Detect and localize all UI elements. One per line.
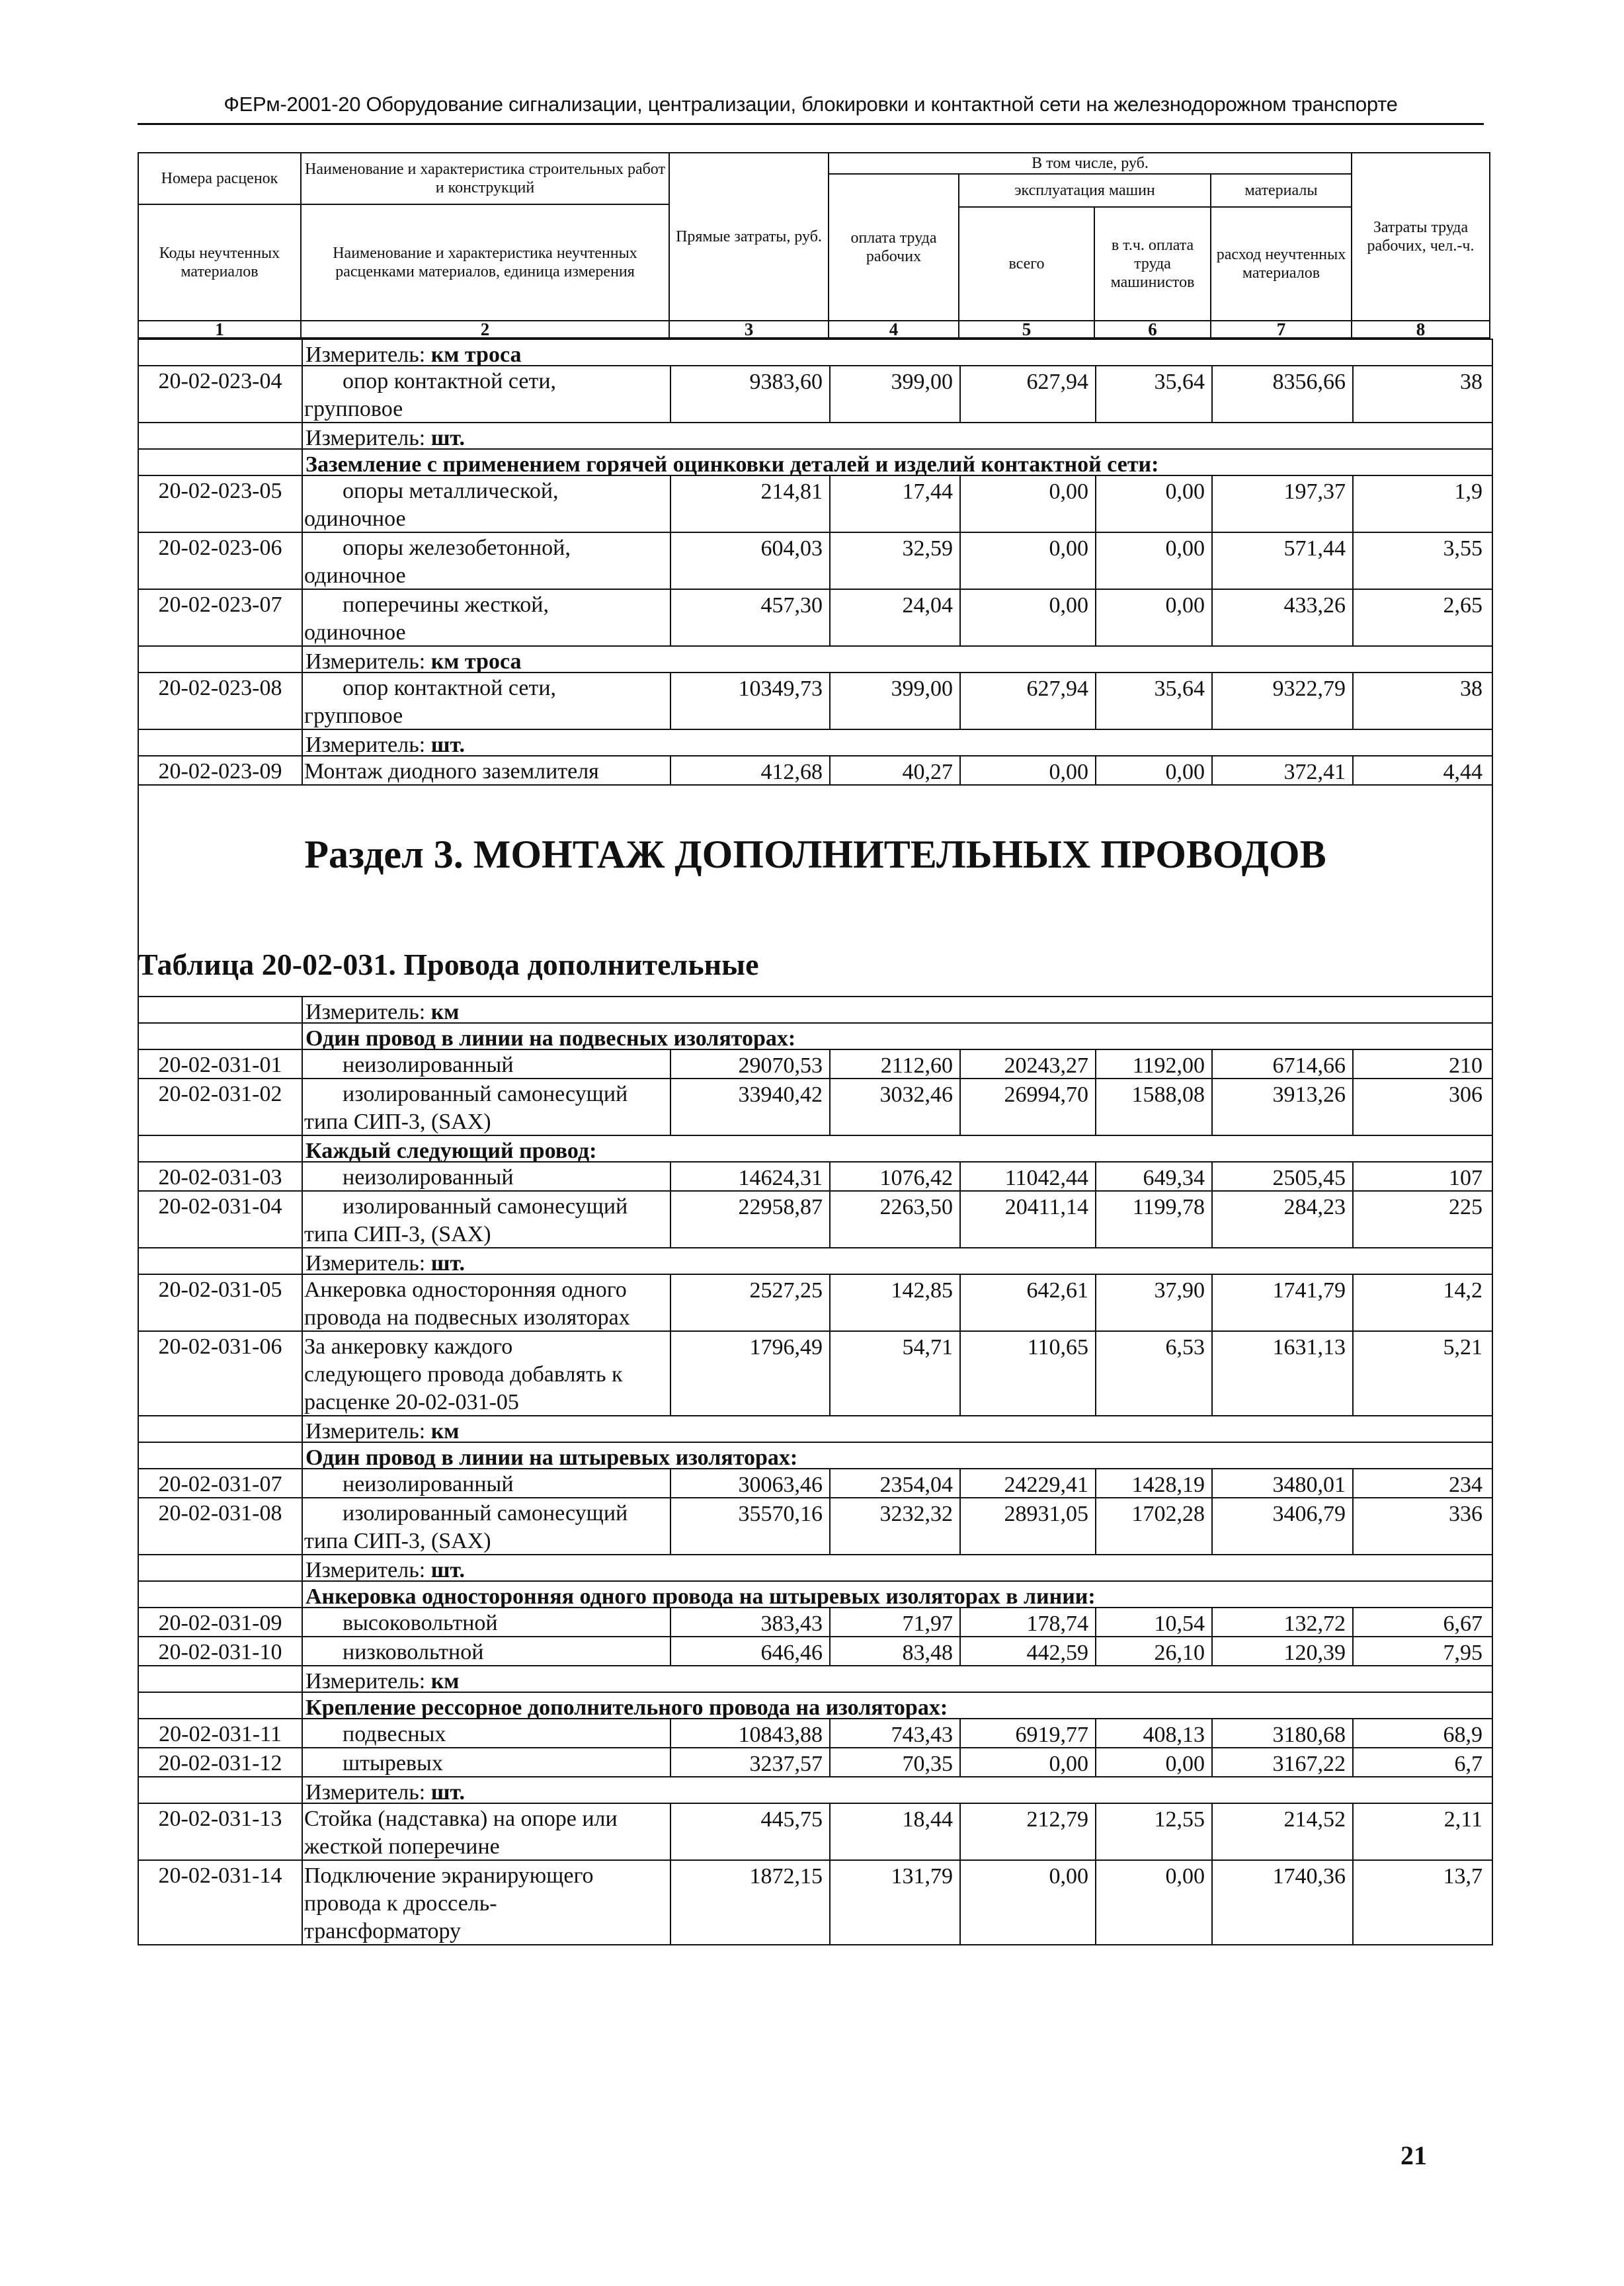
machine-total: 20411,14 [1004, 1195, 1088, 1219]
materials-cost: 1741,79 [1272, 1278, 1346, 1303]
table-row [139, 1607, 1492, 1636]
materials-cost: 372,41 [1283, 760, 1346, 784]
work-name: низковольтной [343, 1640, 484, 1664]
direct-cost: 2527,25 [749, 1278, 823, 1303]
machine-total: 20243,27 [1004, 1053, 1088, 1078]
worker-pay: 3232,32 [879, 1502, 953, 1526]
worker-pay: 131,79 [891, 1864, 953, 1889]
header-group: В том числе, руб. [828, 152, 1352, 175]
table-row [139, 532, 1492, 589]
rate-code: 20-02-023-09 [158, 759, 282, 784]
table-row [139, 1497, 1492, 1554]
rate-code: 20-02-023-06 [158, 536, 282, 560]
header-col1-top: Номера расценок [138, 152, 302, 205]
table-row [139, 1468, 1492, 1497]
materials-cost: 2505,45 [1272, 1166, 1346, 1190]
machine-total: 24229,41 [1004, 1473, 1088, 1497]
direct-cost: 3237,57 [749, 1752, 823, 1776]
measure-row [139, 645, 1492, 672]
machine-total: 642,61 [1026, 1278, 1088, 1303]
section-title: Раздел 3. МОНТАЖ ДОПОЛНИТЕЛЬНЫХ ПРОВОДОВ [304, 833, 1326, 876]
machine-total: 26994,70 [1004, 1082, 1088, 1107]
work-name: изолированный самонесущий типа СИП-3, (SAX) [304, 1082, 628, 1134]
page-number: 21 [1401, 2141, 1427, 2170]
header-col8: Затраты труда рабочих, чел.-ч. [1351, 152, 1490, 321]
table-title-block [138, 938, 1492, 996]
machine-total: 627,94 [1026, 370, 1088, 394]
header-number-8: 8 [1351, 320, 1490, 339]
machinist-pay: 35,64 [1154, 370, 1205, 394]
labor-hours: 1,9 [1454, 479, 1482, 504]
table-row [139, 1636, 1492, 1665]
work-name: Подключение экранирующего провода к дроссель- трансформатору [304, 1863, 594, 1943]
machine-total: 6919,77 [1015, 1723, 1088, 1747]
work-name: опоры железобетонной, одиночное [304, 536, 571, 588]
direct-cost: 214,81 [760, 479, 823, 504]
worker-pay: 71,97 [902, 1612, 953, 1636]
direct-cost: 646,46 [760, 1641, 823, 1665]
header-col3: Прямые затраты, руб. [669, 152, 829, 321]
measure-row [139, 1247, 1492, 1274]
machinist-pay: 1428,19 [1131, 1473, 1205, 1497]
measure-row [139, 1554, 1492, 1580]
header-col1-bottom: Коды неучтенных материалов [138, 204, 302, 321]
work-name: За анкеровку каждого следующего провода добавлять к расценке 20-02-031-05 [304, 1334, 623, 1414]
table-row [139, 1190, 1492, 1247]
measure-label: Измеритель: км [305, 1000, 460, 1024]
header-number-5: 5 [958, 320, 1095, 339]
machinist-pay: 0,00 [1165, 536, 1205, 561]
worker-pay: 18,44 [902, 1807, 953, 1832]
work-name: Стойка (надставка) на опоре или жесткой поперечине [304, 1807, 618, 1859]
worker-pay: 3032,46 [879, 1082, 953, 1107]
machine-total: 0,00 [1049, 1864, 1088, 1889]
measure-label: Измеритель: км троса [305, 343, 522, 367]
group-heading: Один провод в линии на штыревых изоляторах: [305, 1446, 798, 1470]
work-name: Монтаж диодного заземлителя [304, 759, 599, 784]
direct-cost: 29070,53 [738, 1053, 823, 1078]
rate-code: 20-02-031-12 [158, 1751, 282, 1776]
measure-row [139, 339, 1492, 365]
labor-hours: 38 [1460, 370, 1482, 394]
worker-pay: 1076,42 [879, 1166, 953, 1190]
direct-cost: 22958,87 [738, 1195, 823, 1219]
table-row [139, 672, 1492, 729]
machine-total: 627,94 [1026, 676, 1088, 701]
worker-pay: 83,48 [902, 1641, 953, 1665]
machine-total: 0,00 [1049, 593, 1088, 618]
header-col4: оплата труда рабочих [828, 173, 959, 321]
work-name: подвесных [343, 1722, 446, 1746]
group-heading: Один провод в линии на подвесных изоляторах: [305, 1026, 796, 1051]
table-row [139, 1274, 1492, 1330]
header-number-1: 1 [138, 320, 302, 339]
header-number-6: 6 [1094, 320, 1211, 339]
materials-cost: 3180,68 [1272, 1723, 1346, 1747]
work-name: изолированный самонесущий типа СИП-3, (SAX) [304, 1501, 628, 1553]
table-row [139, 589, 1492, 645]
work-name: высоковольтной [343, 1611, 498, 1635]
materials-cost: 132,72 [1283, 1612, 1346, 1636]
measure-row [139, 1665, 1492, 1692]
work-name: неизолированный [343, 1472, 514, 1496]
table-row [139, 1049, 1492, 1078]
machine-total: 28931,05 [1004, 1502, 1088, 1526]
labor-hours: 306 [1449, 1082, 1482, 1107]
table-row [139, 1803, 1492, 1859]
direct-cost: 10349,73 [738, 676, 823, 701]
materials-cost: 3167,22 [1272, 1752, 1346, 1776]
worker-pay: 40,27 [902, 760, 953, 784]
materials-cost: 433,26 [1283, 593, 1346, 618]
rate-code: 20-02-031-10 [158, 1640, 282, 1664]
machine-total: 110,65 [1027, 1335, 1088, 1360]
materials-cost: 120,39 [1283, 1641, 1346, 1665]
header-machines: эксплуатация машин [958, 173, 1211, 208]
header-number-2: 2 [300, 320, 670, 339]
measure-label: Измеритель: км [305, 1419, 460, 1444]
worker-pay: 54,71 [902, 1335, 953, 1360]
worker-pay: 399,00 [891, 370, 953, 394]
labor-hours: 4,44 [1443, 760, 1482, 784]
work-name: опор контактной сети, групповое [304, 676, 557, 728]
rate-code: 20-02-031-02 [158, 1082, 282, 1106]
header-number-7: 7 [1210, 320, 1352, 339]
measure-row [139, 1580, 1492, 1607]
machinist-pay: 0,00 [1165, 1752, 1205, 1776]
labor-hours: 107 [1449, 1166, 1482, 1190]
header-col2-top: Наименование и характеристика строительных работ и конструкций [300, 152, 670, 205]
worker-pay: 399,00 [891, 676, 953, 701]
machinist-pay: 1588,08 [1131, 1082, 1205, 1107]
machinist-pay: 0,00 [1165, 479, 1205, 504]
direct-cost: 445,75 [760, 1807, 823, 1832]
machine-total: 0,00 [1049, 1752, 1088, 1776]
measure-row [139, 1135, 1492, 1161]
measure-row [139, 1415, 1492, 1442]
materials-cost: 9322,79 [1272, 676, 1346, 701]
rate-code: 20-02-023-07 [158, 592, 282, 617]
rate-code: 20-02-031-13 [158, 1807, 282, 1831]
materials-cost: 8356,66 [1272, 370, 1346, 394]
header-col7: расход неучтенных материалов [1210, 206, 1352, 321]
group-heading: Каждый следующий провод: [305, 1139, 597, 1163]
direct-cost: 1872,15 [749, 1864, 823, 1889]
direct-cost: 30063,46 [738, 1473, 823, 1497]
work-name: неизолированный [343, 1053, 514, 1077]
labor-hours: 336 [1449, 1502, 1482, 1526]
rate-code: 20-02-031-14 [158, 1863, 282, 1888]
machinist-pay: 408,13 [1143, 1723, 1205, 1747]
work-name: изолированный самонесущий типа СИП-3, (SAX) [304, 1194, 628, 1246]
measure-label: Измеритель: шт. [305, 733, 466, 757]
header-number-4: 4 [828, 320, 959, 339]
rate-code: 20-02-031-06 [158, 1334, 282, 1359]
direct-cost: 33940,42 [738, 1082, 823, 1107]
rate-code: 20-02-031-03 [158, 1165, 282, 1190]
table-title: Таблица 20-02-031. Провода дополнительные [138, 948, 759, 981]
rate-code: 20-02-023-05 [158, 479, 282, 503]
direct-cost: 457,30 [760, 593, 823, 618]
measure-row [139, 1776, 1492, 1803]
rate-code: 20-02-031-11 [159, 1722, 282, 1746]
materials-cost: 6714,66 [1272, 1053, 1346, 1078]
measure-row [139, 1022, 1492, 1049]
materials-cost: 197,37 [1283, 479, 1346, 504]
machinist-pay: 1192,00 [1132, 1053, 1205, 1078]
header-rule [138, 123, 1484, 125]
materials-cost: 1631,13 [1272, 1335, 1346, 1360]
machinist-pay: 0,00 [1165, 760, 1205, 784]
worker-pay: 17,44 [902, 479, 953, 504]
rate-code: 20-02-031-09 [158, 1611, 282, 1635]
table-row [139, 475, 1492, 532]
materials-cost: 3480,01 [1272, 1473, 1346, 1497]
materials-cost: 3913,26 [1272, 1082, 1346, 1107]
header-col5: всего [958, 206, 1095, 321]
labor-hours: 210 [1449, 1053, 1482, 1078]
machinist-pay: 1702,28 [1131, 1502, 1205, 1526]
table-row [139, 1078, 1492, 1135]
machinist-pay: 0,00 [1165, 1864, 1205, 1889]
table-header [138, 152, 1490, 339]
labor-hours: 7,95 [1443, 1641, 1482, 1665]
header-col6: в т.ч. оплата труда машинистов [1094, 206, 1211, 321]
direct-cost: 412,68 [760, 760, 823, 784]
rate-code: 20-02-023-04 [158, 369, 282, 393]
measure-label: Измеритель: шт. [305, 1558, 466, 1582]
worker-pay: 2263,50 [879, 1195, 953, 1219]
work-name: поперечины жесткой, одиночное [304, 592, 549, 645]
header-number-3: 3 [669, 320, 829, 339]
labor-hours: 13,7 [1443, 1864, 1482, 1889]
machine-total: 178,74 [1026, 1612, 1088, 1636]
direct-cost: 604,03 [760, 536, 823, 561]
materials-cost: 1740,36 [1272, 1864, 1346, 1889]
work-name: опоры металлической, одиночное [304, 479, 559, 531]
machinist-pay: 649,34 [1143, 1166, 1205, 1190]
direct-cost: 35570,16 [738, 1502, 823, 1526]
work-name: опор контактной сети, групповое [304, 369, 557, 421]
machine-total: 212,79 [1026, 1807, 1088, 1832]
table-body [138, 339, 1493, 1945]
machinist-pay: 1199,78 [1132, 1195, 1205, 1219]
labor-hours: 225 [1449, 1195, 1482, 1219]
measure-row [139, 1442, 1492, 1468]
worker-pay: 70,35 [902, 1752, 953, 1776]
machine-total: 0,00 [1049, 479, 1088, 504]
labor-hours: 14,2 [1443, 1278, 1482, 1303]
labor-hours: 68,9 [1443, 1723, 1482, 1747]
group-heading: Крепление рессорное дополнительного провода на изоляторах: [305, 1695, 948, 1720]
labor-hours: 6,67 [1443, 1612, 1482, 1636]
header-col2-bottom: Наименование и характеристика неучтенных расценками материалов, единица измерения [300, 204, 670, 321]
machine-total: 442,59 [1026, 1641, 1088, 1665]
measure-label: Измеритель: шт. [305, 1251, 466, 1276]
machinist-pay: 0,00 [1165, 593, 1205, 618]
machinist-pay: 6,53 [1165, 1335, 1205, 1360]
rate-code: 20-02-031-08 [158, 1501, 282, 1526]
labor-hours: 3,55 [1443, 536, 1482, 561]
group-heading: Заземление с применением горячей оцинковки деталей и изделий контактной сети: [305, 452, 1159, 477]
group-heading: Анкеровка односторонняя одного провода на штыревых изоляторах в линии: [305, 1584, 1096, 1609]
direct-cost: 14624,31 [738, 1166, 823, 1190]
section-block [139, 784, 1492, 938]
labor-hours: 5,21 [1443, 1335, 1482, 1360]
direct-cost: 383,43 [760, 1612, 823, 1636]
direct-cost: 10843,88 [738, 1723, 823, 1747]
machinist-pay: 37,90 [1154, 1278, 1205, 1303]
measure-label: Измеритель: км троса [305, 649, 522, 674]
machine-total: 11042,44 [1004, 1166, 1088, 1190]
machinist-pay: 26,10 [1154, 1641, 1205, 1665]
machinist-pay: 12,55 [1154, 1807, 1205, 1832]
materials-cost: 571,44 [1283, 536, 1346, 561]
rate-code: 20-02-031-01 [158, 1053, 282, 1077]
labor-hours: 2,65 [1443, 593, 1482, 618]
work-name: Анкеровка односторонняя одного провода на подвесных изоляторах [304, 1278, 630, 1330]
worker-pay: 743,43 [891, 1723, 953, 1747]
labor-hours: 38 [1460, 676, 1482, 701]
table-row [139, 1859, 1492, 1944]
measure-row [139, 996, 1492, 1022]
measure-row [139, 1692, 1492, 1718]
work-name: штыревых [343, 1751, 443, 1776]
measure-row [139, 422, 1492, 448]
table-row [139, 1330, 1492, 1415]
rate-code: 20-02-031-04 [158, 1194, 282, 1219]
direct-cost: 9383,60 [749, 370, 823, 394]
machinist-pay: 35,64 [1154, 676, 1205, 701]
table-row [139, 365, 1492, 422]
header-materials: материалы [1210, 173, 1352, 208]
rate-code: 20-02-031-07 [158, 1472, 282, 1496]
machine-total: 0,00 [1049, 536, 1088, 561]
measure-row [139, 448, 1492, 475]
table-row [139, 755, 1492, 784]
rate-code: 20-02-023-08 [158, 676, 282, 700]
table-row [139, 1747, 1492, 1776]
worker-pay: 24,04 [902, 593, 953, 618]
table-row [139, 1718, 1492, 1747]
materials-cost: 284,23 [1283, 1195, 1346, 1219]
table-row [139, 1161, 1492, 1190]
labor-hours: 234 [1449, 1473, 1482, 1497]
page-header: ФЕРм-2001-20 Оборудование сигнализации, централизации, блокировки и контактной сети на железнодорожном транспорте [223, 93, 1398, 116]
worker-pay: 142,85 [891, 1278, 953, 1303]
work-name: неизолированный [343, 1165, 514, 1190]
worker-pay: 2354,04 [879, 1473, 953, 1497]
measure-row [139, 729, 1492, 755]
direct-cost: 1796,49 [749, 1335, 823, 1360]
machine-total: 0,00 [1049, 760, 1088, 784]
measure-label: Измеритель: км [305, 1669, 460, 1694]
materials-cost: 214,52 [1283, 1807, 1346, 1832]
measure-label: Измеритель: шт. [305, 1780, 466, 1805]
worker-pay: 2112,60 [880, 1053, 953, 1078]
labor-hours: 2,11 [1443, 1807, 1482, 1832]
measure-label: Измеритель: шт. [305, 426, 466, 450]
materials-cost: 3406,79 [1272, 1502, 1346, 1526]
labor-hours: 6,7 [1454, 1752, 1482, 1776]
machinist-pay: 10,54 [1154, 1612, 1205, 1636]
rate-code: 20-02-031-05 [158, 1278, 282, 1302]
worker-pay: 32,59 [902, 536, 953, 561]
